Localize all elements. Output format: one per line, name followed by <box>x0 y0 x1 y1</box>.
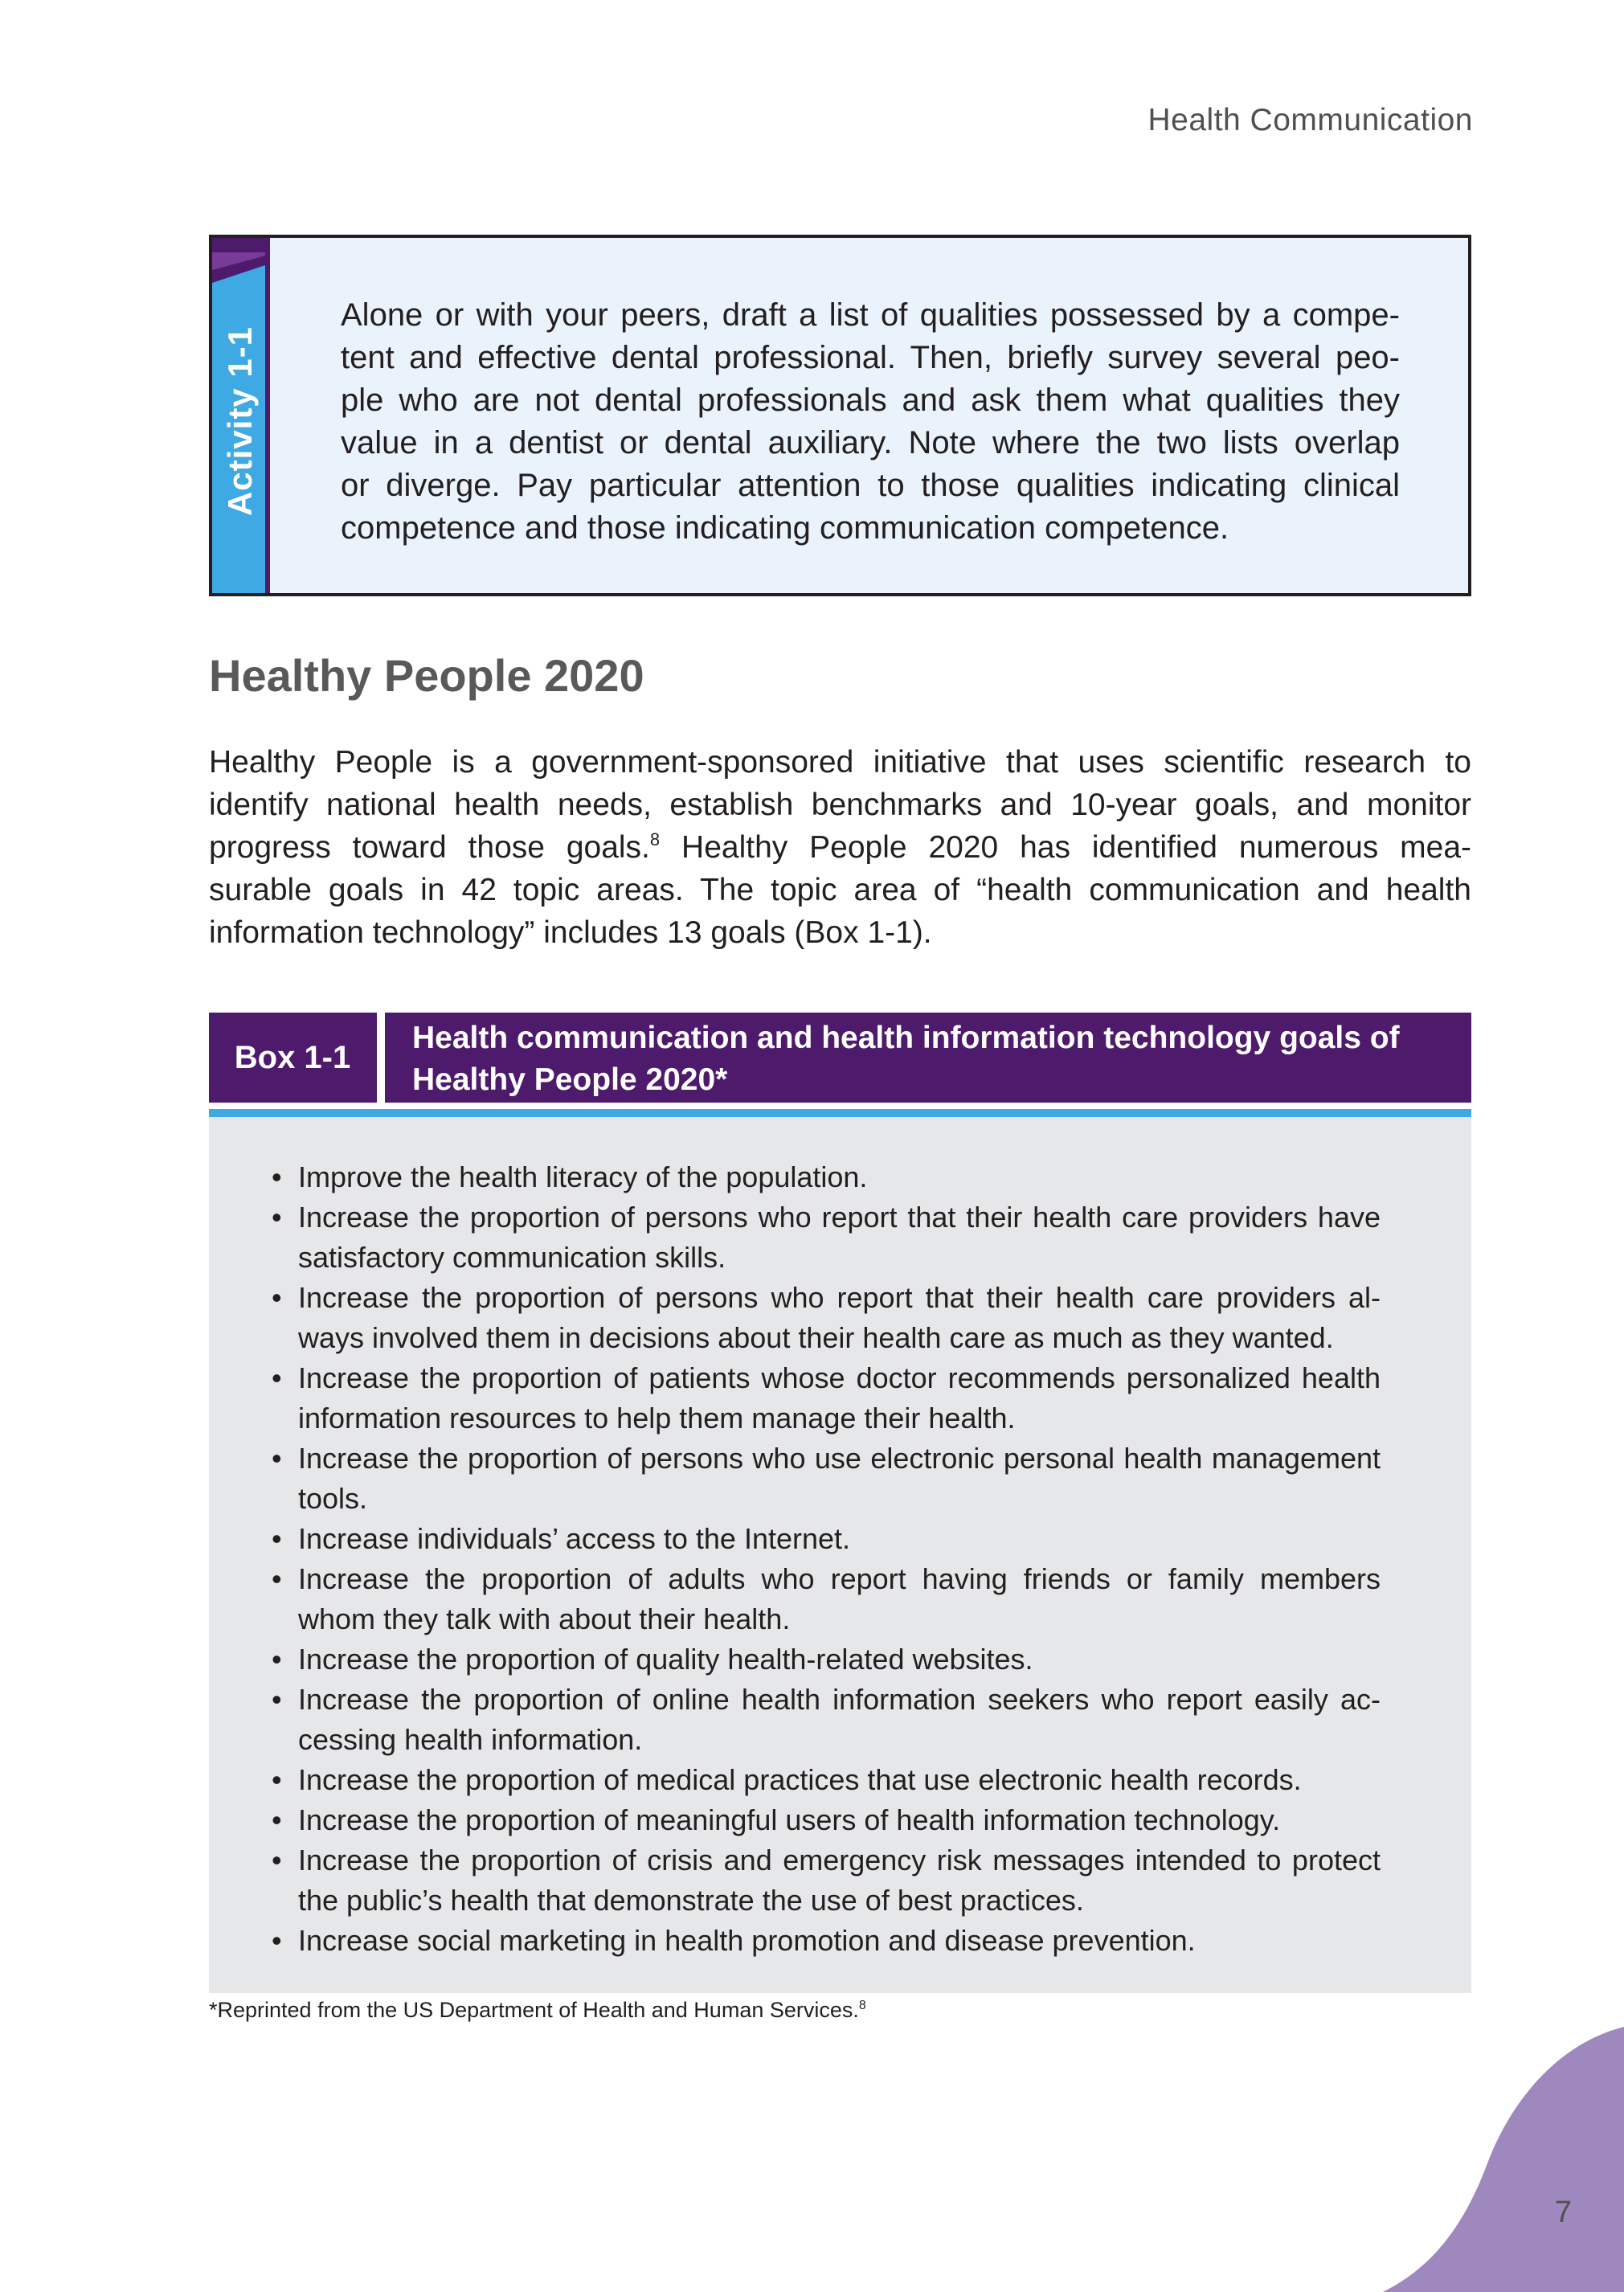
goal-line: information resources to help them manage their health. <box>298 1402 1016 1435</box>
bullet-icon: • <box>272 1803 282 1836</box>
goal-item <box>272 1157 1381 1197</box>
box-title-line: Health communication and health information technology goals of <box>412 1021 1400 1055</box>
goal-line: tools. <box>298 1482 368 1515</box>
bullet-icon: • <box>272 1361 282 1394</box>
bullet-icon: • <box>272 1160 282 1193</box>
goal-item <box>272 1800 1381 1840</box>
goal-text <box>298 1760 1381 1800</box>
goals-list <box>272 1157 1381 1961</box>
corner-stripes-icon <box>212 238 265 286</box>
bullet-icon: • <box>272 1643 282 1676</box>
goal-text <box>298 1439 1381 1519</box>
goal-text <box>298 1157 1381 1197</box>
section-heading: Healthy People 2020 <box>209 650 644 701</box>
goal-line: Increase the proportion of persons who report that their health care providers al- <box>298 1281 1381 1314</box>
reference-superscript: 8 <box>649 829 661 849</box>
goal-item <box>272 1760 1381 1800</box>
goal-text <box>298 1559 1381 1639</box>
goal-item <box>272 1559 1381 1639</box>
activity-line: tent and effective dental professional. Then, briefly survey several peo- <box>341 340 1400 375</box>
activity-line: or diverge. Pay particular attention to those qualities indicating clinical <box>341 468 1400 503</box>
paragraph-text: Healthy People 2020 has identified numerous mea- <box>660 830 1471 865</box>
goal-line: Increase the proportion of adults who report having friends or family members <box>298 1562 1381 1595</box>
bullet-icon: • <box>272 1522 282 1555</box>
activity-box <box>209 235 1471 596</box>
goal-item <box>272 1639 1381 1680</box>
goal-text <box>298 1278 1381 1358</box>
goal-item <box>272 1519 1381 1559</box>
goal-line: ways involved them in decisions about their health care as much as they wanted. <box>298 1321 1334 1354</box>
goal-line: Increase the proportion of medical practices that use electronic health records. <box>298 1763 1302 1796</box>
bullet-icon: • <box>272 1763 282 1796</box>
goal-item <box>272 1439 1381 1519</box>
goal-line: cessing health information. <box>298 1723 643 1756</box>
goal-line: Increase the proportion of persons who report that their health care providers have <box>298 1201 1381 1234</box>
bullet-icon: • <box>272 1844 282 1877</box>
goal-line: Increase social marketing in health promotion and disease prevention. <box>298 1924 1196 1957</box>
box-body <box>209 1117 1471 1993</box>
activity-text <box>341 294 1400 550</box>
bullet-icon: • <box>272 1683 282 1716</box>
goal-line: Increase the proportion of crisis and emergency risk messages intended to protect <box>298 1844 1381 1877</box>
goal-line: whom they talk with about their health. <box>298 1602 791 1635</box>
activity-tab <box>212 238 270 593</box>
goal-text <box>298 1921 1381 1961</box>
decorative-swoosh <box>1383 2027 1624 2292</box>
goal-item <box>272 1680 1381 1760</box>
box-label: Box 1-1 <box>234 1039 351 1075</box>
paragraph-line <box>209 826 1471 869</box>
goal-line: Increase the proportion of quality health-related websites. <box>298 1643 1033 1676</box>
goal-text <box>298 1680 1381 1760</box>
goal-line: Increase the proportion of patients whose doctor recommends personalized health <box>298 1361 1381 1394</box>
goal-text <box>298 1639 1381 1680</box>
goal-line: Increase individuals’ access to the Internet. <box>298 1522 851 1555</box>
box-title-line: Healthy People 2020* <box>412 1062 728 1097</box>
running-head: Health Communication <box>1147 103 1473 137</box>
box-rule <box>209 1109 1471 1117</box>
goal-item <box>272 1358 1381 1439</box>
bullet-icon: • <box>272 1442 282 1475</box>
goal-line: the public’s health that demonstrate the use of best practices. <box>298 1884 1084 1917</box>
goal-item <box>272 1840 1381 1921</box>
bullet-icon: • <box>272 1281 282 1314</box>
activity-line: ple who are not dental professionals and ask them what qualities they <box>341 383 1400 418</box>
goal-item <box>272 1278 1381 1358</box>
goal-line: Increase the proportion of online health information seekers who report easily ac- <box>298 1683 1381 1716</box>
goal-text <box>298 1840 1381 1921</box>
paragraph-line: information technology” includes 13 goals (Box 1-1). <box>209 915 932 950</box>
box-header-divider <box>377 1013 385 1103</box>
activity-label: Activity 1-1 <box>221 325 259 517</box>
paragraph-line: Healthy People is a government-sponsored initiative that uses scientific research to <box>209 745 1471 780</box>
page-number: 7 <box>1554 2196 1572 2229</box>
footnote-text: *Reprinted from the US Department of Health and Human Services. <box>209 1998 859 2022</box>
goal-item <box>272 1921 1381 1961</box>
goal-text <box>298 1800 1381 1840</box>
bullet-icon: • <box>272 1562 282 1595</box>
activity-line: value in a dentist or dental auxiliary. Note where the two lists overlap <box>341 425 1400 460</box>
goal-text <box>298 1358 1381 1439</box>
section-paragraph <box>209 741 1471 954</box>
box-header <box>209 1013 1471 1103</box>
bullet-icon: • <box>272 1201 282 1234</box>
box-footnote <box>209 1998 866 2023</box>
goal-text <box>298 1519 1381 1559</box>
activity-line: competence and those indicating communication competence. <box>341 510 1229 546</box>
paragraph-line: surable goals in 42 topic areas. The topic area of “health communication and health <box>209 873 1471 907</box>
paragraph-line: identify national health needs, establish benchmarks and 10-year goals, and monitor <box>209 788 1471 822</box>
goal-line: Increase the proportion of persons who use electronic personal health management <box>298 1442 1381 1475</box>
box-title <box>412 1017 1465 1101</box>
goal-line: Improve the health literacy of the population. <box>298 1160 868 1193</box>
paragraph-text: progress toward those goals. <box>209 830 650 865</box>
bullet-icon: • <box>272 1924 282 1957</box>
activity-line: Alone or with your peers, draft a list of qualities possessed by a compe- <box>341 297 1400 333</box>
goal-line: Increase the proportion of meaningful users of health information technology. <box>298 1803 1281 1836</box>
goal-line: satisfactory communication skills. <box>298 1241 726 1274</box>
goal-item <box>272 1197 1381 1278</box>
goal-text <box>298 1197 1381 1278</box>
footnote-reference: 8 <box>858 1999 866 2012</box>
